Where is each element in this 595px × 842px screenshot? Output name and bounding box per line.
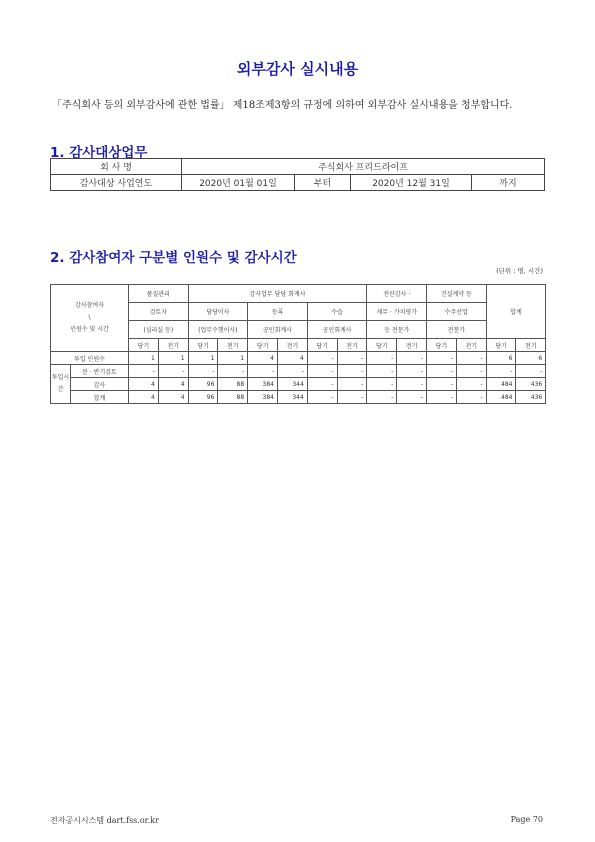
cell: - [456,352,486,365]
it-header-1: 전산감사 · [367,285,427,303]
table-row [51,391,546,404]
cell: - [456,365,486,378]
period-from: 부터 [295,175,351,191]
period-end: 2020년 12월 31일 [351,175,472,191]
auditor-hours-table [50,284,546,404]
cell: 384 [248,391,278,404]
audit-target-table [50,158,545,191]
cell: 1 [158,352,188,365]
cell: - [427,378,457,391]
footer-source: 전자공시시스템 dart.fss.or.kr [50,816,159,825]
prev-label: 전기 [516,339,546,352]
cur-label: 당기 [129,339,159,352]
cell: - [367,378,397,391]
cell: - [277,365,307,378]
table-row [51,365,546,378]
cell: - [307,365,337,378]
cell: 1 [218,352,248,365]
partner-header-1: 담당이사 [188,303,248,321]
cell: 88 [218,391,248,404]
cell: - [427,391,457,404]
cell: - [456,391,486,404]
company-value: 주식회사 프리드라이프 [182,159,545,175]
prev-label: 전기 [397,339,427,352]
cell: 96 [188,378,218,391]
table-row [51,378,546,391]
cell: - [337,365,367,378]
cell: 4 [158,391,188,404]
it-header-2: 세무 · 가치평가 [367,303,427,321]
cell: - [486,365,516,378]
prev-label: 전기 [277,339,307,352]
cell: - [337,391,367,404]
cell: - [397,352,427,365]
prev-label: 전기 [158,339,188,352]
cell: - [367,391,397,404]
cell: - [188,365,218,378]
cell: - [397,391,427,404]
page-title: 외부감사 실시내용 [236,60,359,78]
cell: 436 [516,391,546,404]
row-label: 합계 [71,391,129,404]
cell: - [337,352,367,365]
row-label: 분 · 반기검토 [71,365,129,378]
cell: 96 [188,391,218,404]
hours-group-label: 투입시간 [51,365,71,404]
prev-label: 전기 [337,339,367,352]
trainee-header-1: 수습 [307,303,367,321]
row-label: 감사 [71,378,129,391]
cell: - [129,365,159,378]
quality-header-1: 품질관리 [129,285,189,303]
it-header-3: 등 전문가 [367,321,427,339]
trainee-header-2: 공인회계사 [307,321,367,339]
period-label: 감사대상 사업연도 [51,175,182,191]
corner-header: 감사참여자 \ 인원수 및 시간 [51,285,129,352]
cell: - [427,365,457,378]
cell: - [397,365,427,378]
cell: - [307,352,337,365]
cell: - [218,365,248,378]
cell: 484 [486,378,516,391]
cell: 4 [158,378,188,391]
period-to: 까지 [472,175,545,191]
cur-label: 당기 [486,339,516,352]
cur-label: 당기 [367,339,397,352]
cell: 6 [516,352,546,365]
cell: - [158,365,188,378]
unit-note: (단위 : 명, 시간) [496,267,543,275]
row-label: 투입 인원수 [51,352,129,365]
cell: - [307,378,337,391]
cell: 1 [188,352,218,365]
cell: 344 [277,391,307,404]
cell: 4 [277,352,307,365]
cell: 384 [248,378,278,391]
cell: - [456,378,486,391]
total-header: 합계 [486,285,546,339]
footer-page-number: Page 70 [510,815,543,824]
prev-label: 전기 [218,339,248,352]
company-label: 회 사 명 [51,159,182,175]
cell: - [397,378,427,391]
quality-header-3: (심리실 등) [129,321,189,339]
cur-label: 당기 [248,339,278,352]
section1-heading: 1. 감사대상업무 [50,145,148,161]
cell: - [337,378,367,391]
cell: 344 [277,378,307,391]
table-row [51,352,546,365]
cell: 484 [486,391,516,404]
audit-team-header: 감사업무 담당 회계사 [188,285,367,303]
period-start: 2020년 01월 01일 [182,175,295,191]
cell: - [516,365,546,378]
cur-label: 당기 [307,339,337,352]
cell: - [248,365,278,378]
partner-header-2: (업무수행이사) [188,321,248,339]
cell: 88 [218,378,248,391]
registered-header-2: 공인회계사 [248,321,308,339]
cell: 436 [516,378,546,391]
cell: - [367,352,397,365]
cell: - [307,391,337,404]
cell: 4 [129,391,159,404]
cell: 4 [248,352,278,365]
prev-label: 전기 [456,339,486,352]
cell: 1 [129,352,159,365]
cell: 6 [486,352,516,365]
construction-header-3: 전문가 [427,321,487,339]
cur-label: 당기 [188,339,218,352]
construction-header-2: 수주산업 [427,303,487,321]
construction-header-1: 건설계약 등 [427,285,487,303]
registered-header-1: 등록 [248,303,308,321]
section2-heading: 2. 감사참여자 구분별 인원수 및 감사시간 [50,250,297,266]
quality-header-2: 검토자 [129,303,189,321]
cur-label: 당기 [427,339,457,352]
cell: - [427,352,457,365]
cell: - [367,365,397,378]
intro-paragraph: 「주식회사 등의 외부감사에 관한 법률」 제18조제3항의 규정에 의하여 외부감사 실시내용을 청부합니다. [52,100,513,111]
cell: 4 [129,378,159,391]
